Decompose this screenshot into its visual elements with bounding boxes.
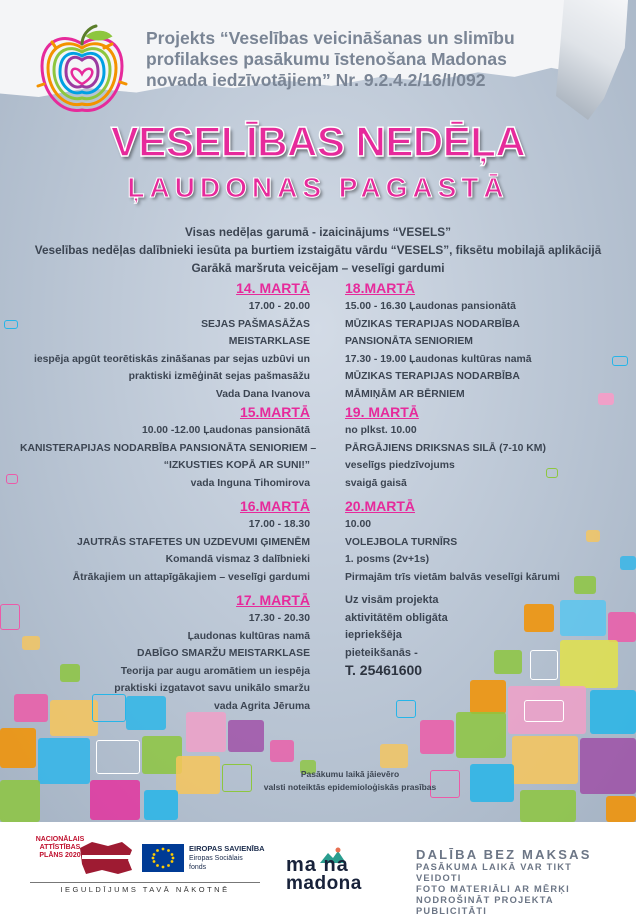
eu-title: EIROPAS SAVIENĪBA [189, 844, 265, 853]
event-line: no plkst. 10.00 [345, 425, 417, 436]
event-line: PANSIONĀTA SENIORIEM [345, 336, 473, 347]
eu-fund-text [189, 844, 265, 872]
mana-line-1: ma na [286, 854, 349, 876]
event-line: 17.00 - 18.30 [248, 519, 310, 530]
event-line: “IZKUSTIES KOPĀ AR SUNI!” [163, 460, 310, 471]
mana-line-2: madona [286, 873, 362, 894]
event-date: 20.MARTĀ [345, 498, 416, 514]
event-line: 17.30 - 20.30 [248, 613, 310, 624]
event-line: 10.00 [345, 519, 372, 530]
event-line: praktiski izgatavot savu unikālo smaržu [114, 683, 310, 694]
registration-phone: T. 25461600 [345, 662, 423, 678]
event-line: MŪZIKAS TERAPIJAS NODARBĪBA [345, 371, 520, 382]
event-line: 1. posms (2v+1s) [345, 554, 430, 565]
disclaimer-title: DALĪBA BEZ MAKSAS [416, 847, 592, 862]
latvia-map-icon [78, 840, 134, 876]
sponsor-strip [0, 822, 636, 916]
event-line: 10.00 -12.00 Ļaudonas pansionātā [141, 425, 310, 436]
nap-line: ATTĪSTĪBAS [39, 844, 81, 851]
event-line: iespēja apgūt teorētiskās zināšanas par sejas uzbūvi un [33, 353, 310, 365]
event-line: 17.30 - 19.00 Ļaudonas kultūras namā [345, 353, 532, 365]
event-line: 17.00 - 20.00 [248, 301, 310, 312]
registration-line: iepriekšēja [345, 629, 402, 641]
disclaimer-line: PASĀKUMA LAIKĀ VAR TIKT VEIDOTI [416, 862, 573, 883]
project-title [146, 28, 566, 91]
event-line: Ātrākajiem un attapīgākajiem – veselīgi gardumi [72, 571, 310, 583]
nap-line: NACIONĀLAIS [35, 836, 85, 843]
event-line: vada Inguna Tihomirova [190, 477, 310, 489]
event-line: 15.00 - 16.30 Ļaudonas pansionātā [345, 301, 516, 312]
nap-line: PLĀNS 2020 [39, 852, 81, 859]
event-line: MEISTARKLASE [228, 336, 310, 347]
intro-line-1: Visas nedēļas garumā - izaicinājums “VESELS” [185, 225, 451, 239]
eu-fund-line: fonds [189, 864, 207, 871]
event-line: Teorija par augu aromātiem un iespēja [120, 665, 310, 677]
project-line-1: Projekts “Veselības veicināšanas un slimību [146, 28, 515, 48]
event-line: MĀMIŅĀM AR BĒRNIEM [345, 388, 465, 400]
event-line: Vada Dana Ivanova [215, 388, 310, 400]
event-date: 17. MARTĀ [236, 592, 310, 608]
event-date: 19. MARTĀ [345, 404, 419, 420]
project-line-2: profilakses pasākumu īstenošana Madonas [146, 49, 507, 69]
event-16-march [20, 496, 310, 586]
event-date: 15.MARTĀ [239, 404, 310, 420]
apple-heart-logo [34, 22, 130, 120]
epidemiology-note [240, 768, 460, 794]
disclaimer-line: NODROŠINĀT PROJEKTA PUBLICITĀTI [416, 895, 554, 916]
event-line: svaigā gaisā [345, 477, 407, 489]
invest-slogan: IEGULDĪJUMS TAVĀ NĀKOTNĒ [30, 882, 260, 894]
event-line: praktiski izmēģināt sejas pašmasāžu [128, 371, 310, 382]
event-date: 16.MARTĀ [239, 498, 310, 514]
mana-madona-logo [286, 856, 396, 893]
event-date: 18.MARTĀ [345, 280, 416, 296]
event-19-march [345, 402, 615, 492]
event-line: Pirmajām trīs vietām balvās veselīgi kārumi [345, 571, 560, 583]
event-line: DABĪGO SMARŽU MEISTARKLASE [137, 648, 310, 659]
event-line: MŪZIKAS TERAPIJAS NODARBĪBA [345, 318, 520, 330]
disclaimer-line: FOTO MATERIĀLI AR MĒRĶI [416, 884, 570, 894]
event-line: KANISTERAPIJAS NODARBĪBA PANSIONĀTA SENIORIEM – [20, 442, 317, 454]
registration-line: Uz visām projekta [345, 594, 439, 606]
event-15-march [20, 402, 317, 492]
eu-fund-line: Eiropas Sociālais [189, 855, 243, 862]
eu-flag-icon [142, 844, 184, 872]
project-line-3: novada iedzīvotājiem” Nr. 9.2.4.2/16/I/092 [146, 70, 486, 90]
event-line: SEJAS PAŠMASĀŽAS [201, 318, 310, 330]
event-20-march [345, 496, 615, 586]
note-line-1: Pasākumu laikā jāievēro [300, 769, 400, 779]
note-line-2: valsti noteiktās epidemioloģiskās prasības [263, 782, 437, 792]
event-line: PĀRGĀJIENS DRIKSNAS SILĀ (7-10 KM) [345, 442, 546, 454]
event-line: Komandā vismaz 3 dalībnieki [165, 554, 310, 565]
event-line: Ļaudonas kultūras namā [187, 630, 310, 642]
event-14-march [20, 278, 310, 403]
intro-block [0, 223, 636, 277]
event-line: vada Agrita Jēruma [213, 700, 310, 712]
event-line: JAUTRĀS STAFETES UN UZDEVUMI ĢIMENĒM [76, 536, 310, 548]
intro-line-2: Veselības nedēļas dalībnieki iesūta pa burtiem izstaigātu vārdu “VESELS”, fiksētu mobilajā aplikācijā [34, 243, 602, 257]
registration-line: aktivitātēm obligāta [345, 611, 448, 624]
disclaimer [416, 847, 611, 917]
event-line: VOLEJBOLA TURNĪRS [345, 536, 458, 548]
sub-title: ĻAUDONAS PAGASTĀ [127, 172, 509, 203]
intro-line-3: Garākā maršruta veicējam – veselīgi gardumi [191, 261, 445, 275]
registration-line: pieteikšanās - [345, 646, 418, 659]
main-title: VESELĪBAS NEDĒĻA [110, 118, 526, 165]
event-date: 14. MARTĀ [236, 280, 310, 296]
event-line: veselīgs piedzīvojums [345, 460, 455, 471]
event-18-march [345, 278, 615, 403]
